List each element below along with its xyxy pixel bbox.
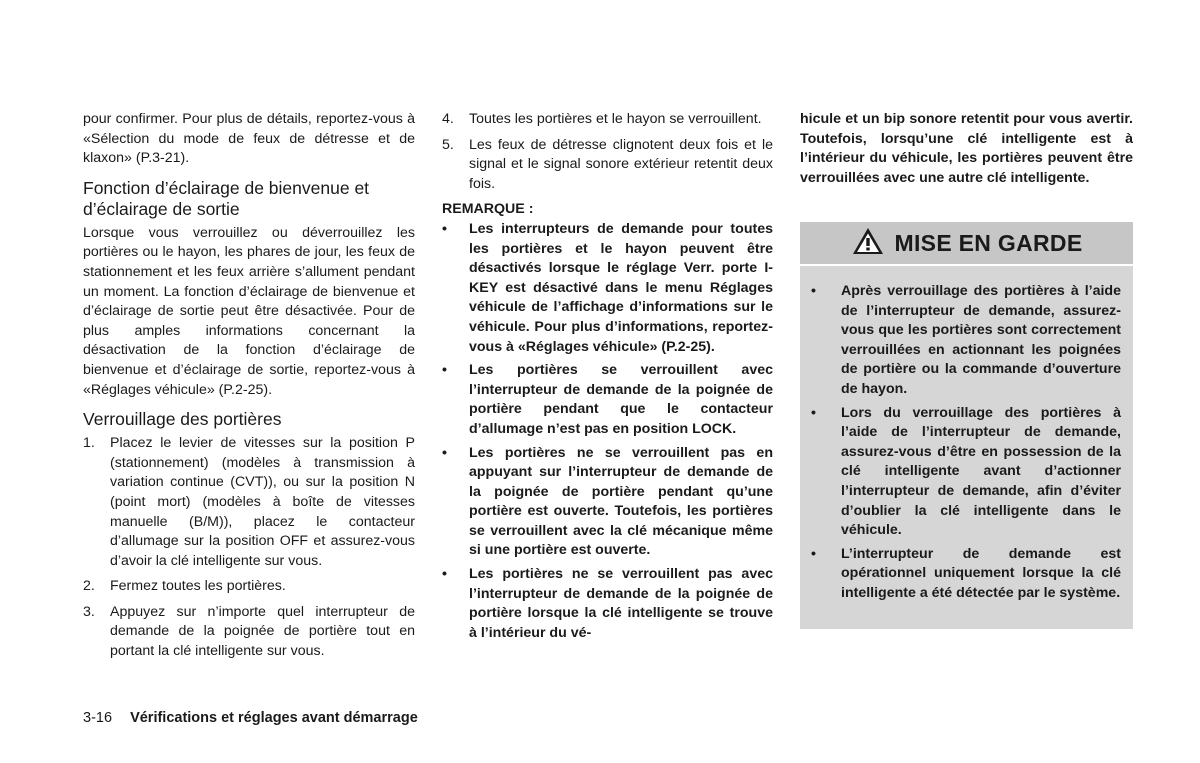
step-text: Appuyez sur n’importe quel interrupteur de demande de la poignée de portière tout en portant la clé intelligente sur vous. — [110, 603, 415, 660]
bullet-text: Après verrouillage des portières à l’aide de l’interrupteur de demande, assurez-vous que les portières sont correctement verrouillées en actionnant les poignées de portière ou la commande d’ouverture de hayon. — [841, 283, 1121, 397]
caution-bullet — [811, 282, 1121, 400]
step-item — [83, 577, 415, 597]
step-item — [83, 434, 415, 571]
column-middle — [442, 110, 773, 647]
remark-bullet — [442, 565, 773, 643]
step-item — [442, 110, 773, 130]
caution-title: MISE EN GARDE — [894, 229, 1083, 256]
footer-title: Vérifications et réglages avant démarrage — [130, 710, 418, 726]
bullet-text: L’interrupteur de demande est opérationnel uniquement lorsque la clé intelligente a été détectée par le système. — [841, 545, 1121, 601]
step-item — [442, 136, 773, 195]
step-item — [83, 603, 415, 662]
step-number: 5. — [442, 136, 454, 153]
bullet-dot: • — [442, 444, 447, 461]
bullet-text: Les portières ne se verrouillent pas en appuyant sur l’interrupteur de demande de la poignée de portière pendant qu’une portière est ouverte. Toutefois, les portières se verrouillent avec la clé mécanique même si une portière est ouverte. — [469, 444, 773, 559]
caution-body — [811, 282, 1121, 608]
intro-paragraph: pour confirmer. Pour plus de détails, reportez-vous à «Sélection du mode de feux de détresse et de klaxon» (P.3-21). — [83, 111, 415, 167]
section-heading-door-locking: Verrouillage des portières — [83, 409, 282, 430]
bullet-dot: • — [442, 566, 447, 583]
warning-triangle-icon — [851, 226, 885, 261]
step-number: 1. — [83, 435, 95, 452]
caution-box — [800, 222, 1133, 629]
step-number: 4. — [442, 111, 454, 127]
remark-label: REMARQUE : — [442, 201, 534, 218]
remark-bullet — [442, 220, 773, 357]
section-heading-welcome-lighting: Fonction d’éclairage de bienvenue et d’éclairage de sortie — [83, 177, 370, 219]
step-text: Toutes les portières et le hayon se verrouillent. — [469, 111, 762, 127]
step-text: Placez le levier de vitesses sur la position P (stationnement) (modèles à transmission à variation continue (CVT)), ou sur la position N (point mort) (modèles à boîte de vitesses manuelle (B/M)), placez le contacteur d’allumage sur la position OFF et assurez-vous d’avoir la clé intelligente sur vous. — [110, 435, 415, 569]
step-number: 3. — [83, 603, 95, 620]
bullet-dot: • — [811, 545, 816, 562]
page-number: 3-16 — [83, 710, 113, 726]
column-right — [800, 110, 1133, 188]
bullet-dot: • — [442, 362, 447, 379]
bullet-dot: • — [811, 404, 816, 421]
bullet-dot: • — [442, 220, 447, 237]
caution-bullet — [811, 545, 1121, 604]
caution-bullet — [811, 404, 1121, 541]
bullet-dot: • — [811, 283, 816, 299]
step-number: 2. — [83, 578, 95, 595]
page-footer — [83, 710, 418, 726]
bullet-text: Les interrupteurs de demande pour toutes les portières et le hayon peuvent être désactivés lorsque le réglage Verr. porte I-KEY est désactivé dans le menu Réglages véhicule de l’affichage d’informations sur le véhicule. Pour plus d’informations, reportez-vous à «Réglages véhicule» (P.2-25). — [469, 220, 773, 355]
bullet-text: Lors du verrouillage des portières à l’aide de l’interrupteur de demande, assurez-vous d’être en possession de la clé intelligente avant d’actionner l’interrupteur de demande, afin d’éviter d’oublier la clé intelligente dans le véhicule. — [841, 404, 1121, 539]
bullet-text: Les portières se verrouillent avec l’interrupteur de demande de la poignée de portière pendant que le contacteur d’allumage n’est pas en position LOCK. — [469, 362, 773, 437]
remark-bullet — [442, 444, 773, 562]
step-text: Fermez toutes les portières. — [110, 578, 286, 595]
column-left — [83, 110, 415, 668]
continuation-paragraph: hicule et un bip sonore retentit pour vous avertir. Toutefois, lorsqu’une clé intelligente est à l’intérieur du véhicule, les portières peuvent être verrouillées avec une autre clé intelligente. — [800, 111, 1133, 186]
step-text: Les feux de détresse clignotent deux fois et le signal et le signal sonore extérieur retentit deux fois. — [469, 136, 773, 192]
bullet-text: Les portières ne se verrouillent pas avec l’interrupteur de demande de la poignée de portière lorsque la clé intelligente se trouve à l’intérieur du vé- — [469, 566, 773, 641]
caution-header — [800, 222, 1133, 264]
caution-divider — [800, 264, 1133, 266]
welcome-lighting-paragraph: Lorsque vous verrouillez ou déverrouillez les portières ou le hayon, les phares de jour, les feux de stationnement et les feux arrière s’allument pendant un moment. La fonction d’éclairage de bienvenue et d’éclairage de sortie peut être désactivée. Pour de plus amples informations concernant la désactivation de la fonction d’éclairage de bienvenue et d’éclairage de sortie, reportez-vous à «Réglages véhicule» (P.2-25). — [83, 224, 415, 398]
remark-bullet — [442, 361, 773, 439]
